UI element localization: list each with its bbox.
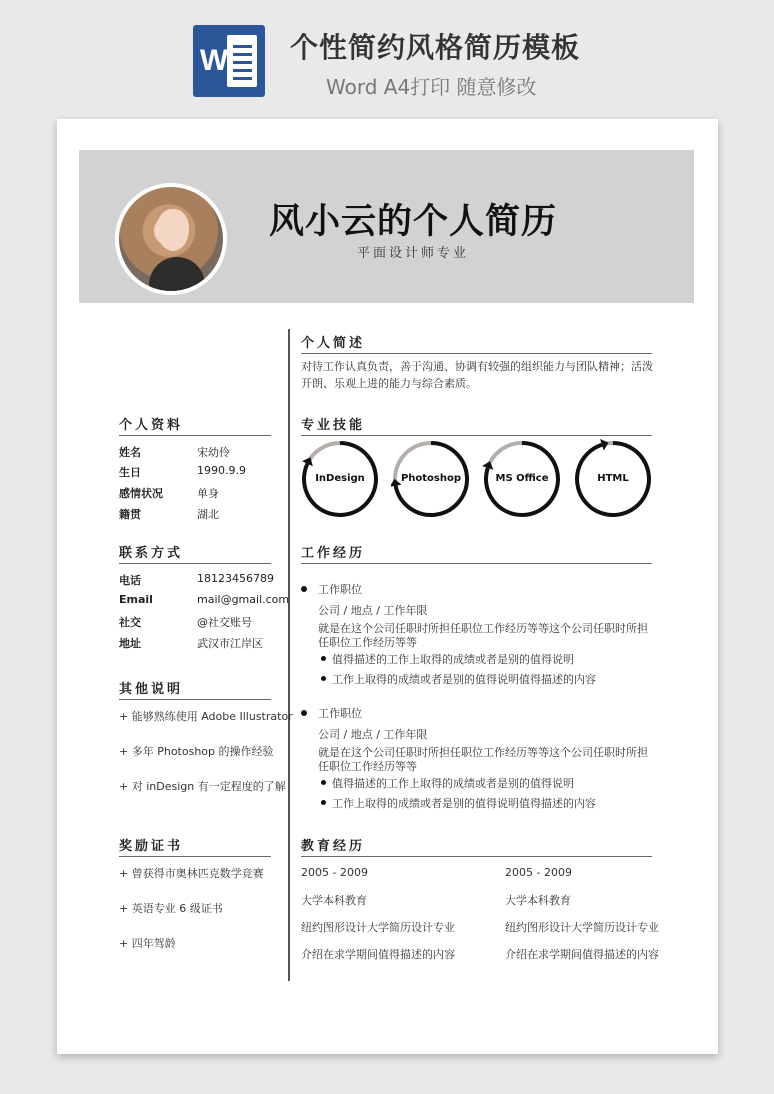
achievement-bullet — [321, 676, 326, 681]
profile-value: 湖北 — [197, 508, 219, 521]
job-desc: 就是在这个公司任职时所担任职位工作经历等等这个公司任职时所担 — [318, 746, 648, 759]
edu-desc: 介绍在求学期间值得描述的内容 — [301, 948, 455, 961]
profile-value: 宋幼伶 — [197, 446, 230, 459]
skill-ring — [573, 439, 653, 519]
profile-value: 单身 — [197, 487, 219, 500]
job-desc: 就是在这个公司任职时所担任职位工作经历等等这个公司任职时所担 — [318, 622, 648, 635]
column-divider — [288, 329, 290, 981]
job-meta: 公司 / 地点 / 工作年限 — [318, 604, 428, 617]
profile-key: 生日 — [119, 466, 141, 479]
edu-years: 2005 - 2009 — [505, 866, 572, 879]
contact-title: 联系方式 — [119, 542, 271, 564]
resume-page — [57, 119, 718, 1054]
job-achievement: 工作上取得的成绩或者是别的值得说明值得描述的内容 — [332, 673, 596, 686]
summary-title: 个人简述 — [301, 332, 652, 354]
template-subtitle: Word A4打印 随意修改 — [326, 75, 537, 99]
skill-ring — [482, 439, 562, 519]
contact-value: @社交账号 — [197, 616, 252, 629]
skill-ring — [300, 439, 380, 519]
job-position: 工作职位 — [318, 583, 362, 596]
edu-desc: 介绍在求学期间值得描述的内容 — [505, 948, 659, 961]
skill-name: MS Office — [495, 473, 549, 484]
contact-key: 社交 — [119, 616, 141, 629]
contact-key: 地址 — [119, 637, 141, 650]
contact-key: Email — [119, 593, 153, 606]
award-item: + 曾获得市奥林匹克数学竞赛 — [119, 867, 264, 880]
other-item: + 能够熟练使用 Adobe Illustrator — [119, 710, 293, 723]
skill-name: Photoshop — [400, 473, 462, 484]
avatar-face — [157, 209, 189, 251]
job-desc: 任职位工作经历等等 — [318, 636, 417, 649]
word-logo-icon — [193, 25, 265, 97]
job-meta: 公司 / 地点 / 工作年限 — [318, 728, 428, 741]
contact-value: 武汉市江岸区 — [197, 637, 263, 650]
resume-name: 风小云的个人简历 — [268, 202, 557, 242]
other-title: 其他说明 — [119, 678, 271, 700]
avatar — [115, 183, 227, 295]
profile-key: 姓名 — [119, 446, 141, 459]
achievement-bullet — [321, 656, 326, 661]
profile-key: 感情状况 — [119, 487, 163, 500]
awards-title: 奖励证书 — [119, 835, 271, 857]
other-item: + 多年 Photoshop 的操作经验 — [119, 745, 274, 758]
job-achievement: 工作上取得的成绩或者是别的值得说明值得描述的内容 — [332, 797, 596, 810]
template-title: 个性简约风格简历模板 — [290, 31, 581, 64]
edu-years: 2005 - 2009 — [301, 866, 368, 879]
award-item: + 英语专业 6 级证书 — [119, 902, 223, 915]
achievement-bullet — [321, 800, 326, 805]
other-item: + 对 inDesign 有一定程度的了解 — [119, 780, 286, 793]
contact-value: 18123456789 — [197, 572, 274, 585]
avatar-clothing — [149, 257, 205, 295]
document-lines — [227, 35, 257, 87]
profile-title: 个人资料 — [119, 414, 271, 436]
skill-ring — [391, 439, 471, 519]
word-letter: W — [199, 44, 229, 77]
resume-role: 平面设计师专业 — [356, 246, 469, 261]
skill-name: InDesign — [315, 473, 365, 484]
contact-value: mail@gmail.com — [197, 593, 290, 606]
job-bullet — [301, 586, 307, 592]
job-bullet — [301, 710, 307, 716]
edu-degree: 大学本科教育 — [505, 894, 571, 907]
contact-key: 电话 — [119, 574, 141, 587]
edu-school: 纽约图形设计大学简历设计专业 — [505, 921, 659, 934]
job-desc: 任职位工作经历等等 — [318, 760, 417, 773]
profile-key: 籍贯 — [119, 508, 141, 521]
award-item: + 四年驾龄 — [119, 937, 176, 950]
job-achievement: 值得描述的工作上取得的成绩或者是别的值得说明 — [332, 653, 574, 666]
achievement-bullet — [321, 780, 326, 785]
summary-text: 对待工作认真负责，善于沟通、协调有较强的组织能力与团队精神；活泼开朗、乐观上进的能力与综合素质。 — [301, 360, 653, 390]
education-title: 教育经历 — [301, 835, 652, 857]
skills-title: 专业技能 — [301, 414, 652, 436]
edu-school: 纽约图形设计大学简历设计专业 — [301, 921, 455, 934]
job-achievement: 值得描述的工作上取得的成绩或者是别的值得说明 — [332, 777, 574, 790]
job-position: 工作职位 — [318, 707, 362, 720]
profile-value: 1990.9.9 — [197, 464, 246, 477]
work-title: 工作经历 — [301, 542, 652, 564]
skill-name: HTML — [597, 473, 629, 484]
edu-degree: 大学本科教育 — [301, 894, 367, 907]
